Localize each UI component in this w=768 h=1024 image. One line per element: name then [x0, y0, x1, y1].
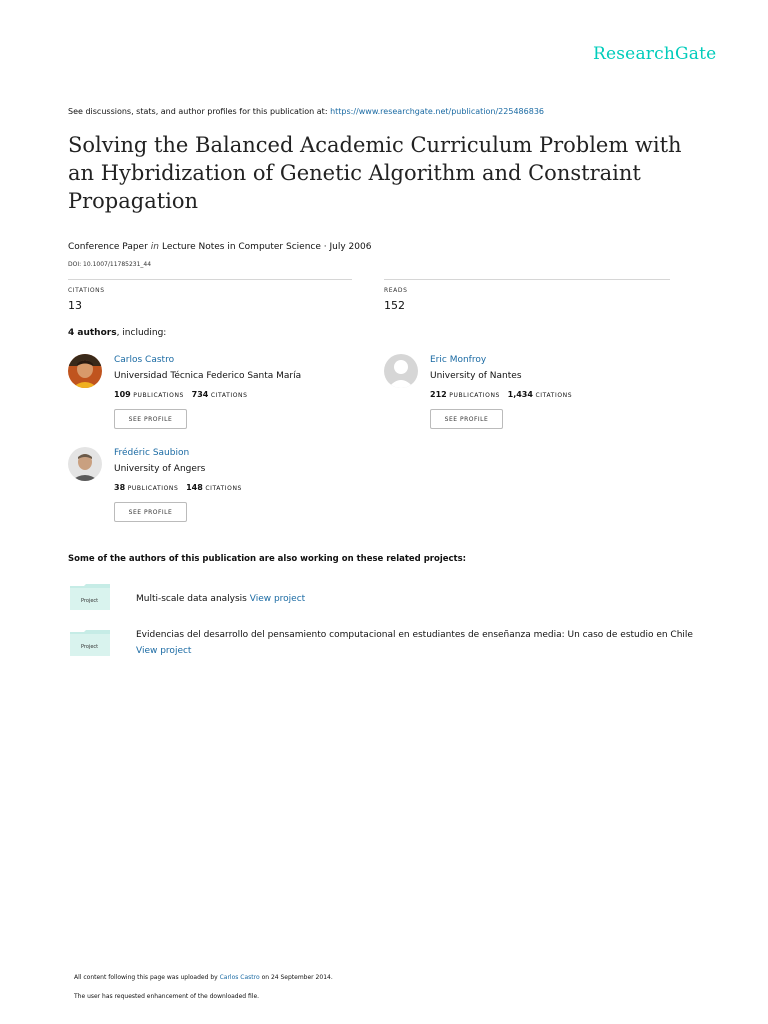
discussion-text: See discussions, stats, and author profiles for this publication at:	[68, 107, 331, 116]
citations-label: CITATIONS	[205, 485, 242, 492]
publications-label: PUBLICATIONS	[449, 392, 500, 399]
citations-label: CITATIONS	[535, 392, 573, 399]
paper-title: Solving the Balanced Academic Curriculum Problem with an Hybridization of Genetic Algorithm and Constraint Propagation	[68, 133, 682, 213]
author-photo-icon	[68, 447, 102, 481]
citations-count: 1,434	[507, 390, 533, 399]
project-icon-label: Project	[81, 644, 99, 650]
publications-count: 109	[114, 390, 131, 399]
upload-date: on 24 September 2014.	[259, 974, 333, 981]
author-stats	[114, 483, 242, 492]
see-profile-button[interactable]: SEE PROFILE	[114, 502, 187, 522]
paper-type: Conference Paper	[68, 242, 148, 252]
avatar-eric-monfroy[interactable]	[384, 354, 418, 388]
authors-heading	[68, 328, 166, 338]
citations-label: CITATIONS	[68, 287, 105, 294]
venue-date: Lecture Notes in Computer Science · July 2006	[162, 242, 372, 252]
project-title: Multi-scale data analysis	[136, 594, 250, 604]
author-name-link[interactable]: Frédéric Saubion	[114, 448, 190, 458]
author-institution: Universidad Técnica Federico Santa María	[114, 371, 302, 381]
view-project-link[interactable]: View project	[136, 646, 192, 656]
publications-count: 38	[114, 483, 126, 492]
avatar-frederic-saubion[interactable]	[68, 447, 102, 481]
project-item	[136, 591, 696, 607]
doi: DOI: 10.1007/11785231_44	[68, 261, 152, 268]
author-stats	[430, 390, 572, 399]
view-project-link[interactable]: View project	[249, 594, 306, 604]
citations-count: 734	[191, 390, 209, 399]
project-folder-icon	[70, 630, 110, 656]
author-name-link[interactable]: Eric Monfroy	[430, 355, 487, 365]
upload-note	[74, 974, 333, 981]
author-stats	[114, 390, 248, 399]
project-folder-icon	[70, 584, 110, 610]
project-icon-label: Project	[81, 598, 99, 604]
default-avatar-icon	[384, 354, 418, 388]
author-photo-icon	[68, 354, 102, 388]
related-projects-heading: Some of the authors of this publication are also working on these related projects:	[68, 554, 467, 564]
publications-count: 212	[430, 390, 447, 399]
see-profile-button[interactable]: SEE PROFILE	[114, 409, 187, 429]
citations-divider	[68, 279, 352, 280]
reads-label: READS	[384, 287, 408, 294]
citations-label: CITATIONS	[210, 392, 248, 399]
publications-label: PUBLICATIONS	[127, 485, 179, 492]
enhancement-note: The user has requested enhancement of the downloaded file.	[74, 993, 260, 1000]
project-title: Evidencias del desarrollo del pensamiento computacional en estudiantes de enseñanza media: Un caso de estudio en Chile	[136, 630, 693, 640]
upload-prefix: All content following this page was uploaded by	[74, 974, 220, 981]
reads-value: 152	[384, 299, 405, 312]
reads-divider	[384, 279, 670, 280]
uploader-link[interactable]: Carlos Castro	[219, 974, 260, 981]
see-profile-button[interactable]: SEE PROFILE	[430, 409, 503, 429]
authors-including: , including:	[116, 328, 167, 338]
publication-url-link[interactable]: https://www.researchgate.net/publication/225486836	[330, 107, 544, 116]
avatar-carlos-castro[interactable]	[68, 354, 102, 388]
in-word: in	[150, 242, 159, 252]
author-institution: University of Angers	[114, 464, 206, 474]
citations-count: 148	[186, 483, 203, 492]
author-institution: University of Nantes	[430, 371, 522, 381]
authors-count: 4 authors	[68, 328, 117, 338]
project-item	[136, 627, 706, 659]
citations-value: 13	[68, 299, 82, 312]
author-name-link[interactable]: Carlos Castro	[114, 355, 175, 365]
discussion-line	[68, 107, 544, 116]
publication-info	[68, 242, 371, 252]
publications-label: PUBLICATIONS	[133, 392, 184, 399]
researchgate-logo[interactable]: ResearchGate	[593, 44, 717, 64]
